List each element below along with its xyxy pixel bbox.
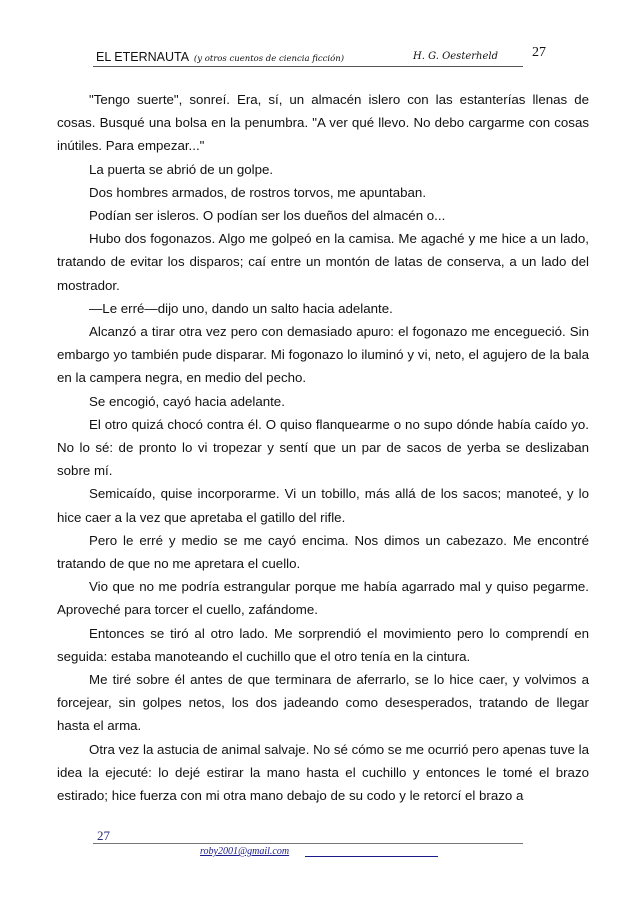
paragraph: Se encogió, cayó hacia adelante.: [89, 393, 285, 409]
book-subtitle: (y otros cuentos de ciencia ficción): [193, 54, 345, 64]
paragraph: Me tiré sobre él antes de que terminara de aferrarlo, se lo hice caer, y volvimos a forcejear, sin golpes netos, los dos jadeando como desesperados, tratando de llegar hasta el arma.: [57, 672, 589, 734]
paragraph: Otra vez la astucia de animal salvaje. No sé cómo se me ocurrió pero apenas tuve la idea la ejecuté: lo dejé estirar la mano hasta el cuchillo y entonces le tomé el brazo estirado; hice fuerza con mi otra mano debajo de su codo y le retorcí el brazo a: [57, 741, 589, 804]
paragraph: Semicaído, quise incorporarme. Vi un tobillo, más allá de los sacos; manoteé, y lo hice caer a la vez que apretaba el gatillo del rifle.: [57, 486, 589, 525]
author-name: H. G. Oesterheld: [413, 51, 498, 62]
book-title: EL ETERNAUTA: [96, 50, 189, 64]
paragraph: Podían ser isleros. O podían ser los dueños del almacén o...: [89, 208, 446, 224]
paragraph: "Tengo suerte", sonreí. Era, sí, un almacén islero con las estanterías llenas de cosas. Busqué una bolsa en la penumbra. "A ver qué llevo. No debo cargarme con cosas inútiles. Para empezar...": [57, 92, 589, 154]
paragraph: El otro quizá chocó contra él. O quiso flanquearme o no supo dónde había caído yo. No lo sé: de pronto lo vi tropezar y sentí que un par de sacos de yerba se deslizaban sobre mí.: [57, 416, 589, 479]
paragraph: Alcanzó a tirar otra vez pero con demasiado apuro: el fogonazo me encegueció. Sin embargo yo también pude disparar. Mi fogonazo lo iluminó y vi, neto, el agujero de la bala en la campera negra, en medio del pecho.: [57, 324, 589, 386]
page-number-bottom: 27: [97, 828, 110, 843]
email-underline-rule: [305, 856, 438, 857]
paragraph: —Le erré—dijo uno, dando un salto hacia adelante.: [89, 300, 393, 316]
paragraph: Vio que no me podría estrangular porque me había agarrado mal y quiso pegarme. Aproveché para torcer el cuello, zafándome.: [57, 579, 589, 618]
running-header: [93, 46, 523, 67]
page-number-top: 27: [532, 45, 546, 60]
header-title-group: [96, 50, 344, 64]
paragraph: La puerta se abrió de un golpe.: [89, 161, 274, 177]
body-text: [57, 88, 589, 807]
paragraph: Pero le erré y medio se me cayó encima. Nos dimos un cabezazo. Me encontré tratando de que no me apretara el cuello.: [57, 532, 589, 572]
paragraph: Dos hombres armados, de rostros torvos, me apuntaban.: [89, 184, 427, 200]
paragraph: Entonces se tiró al otro lado. Me sorprendió el movimiento pero lo comprendí en seguida: estaba manoteando el cuchillo que el otro tenía en la cintura.: [57, 625, 589, 664]
footer-rule: [93, 843, 523, 844]
email-link[interactable]: roby2001@gmail.com: [200, 846, 290, 857]
paragraph: Hubo dos fogonazos. Algo me golpeó en la camisa. Me agaché y me hice a un lado, tratando de evitar los disparos; caí entre un montón de latas de conserva, a un lado del mostrador.: [57, 231, 589, 293]
